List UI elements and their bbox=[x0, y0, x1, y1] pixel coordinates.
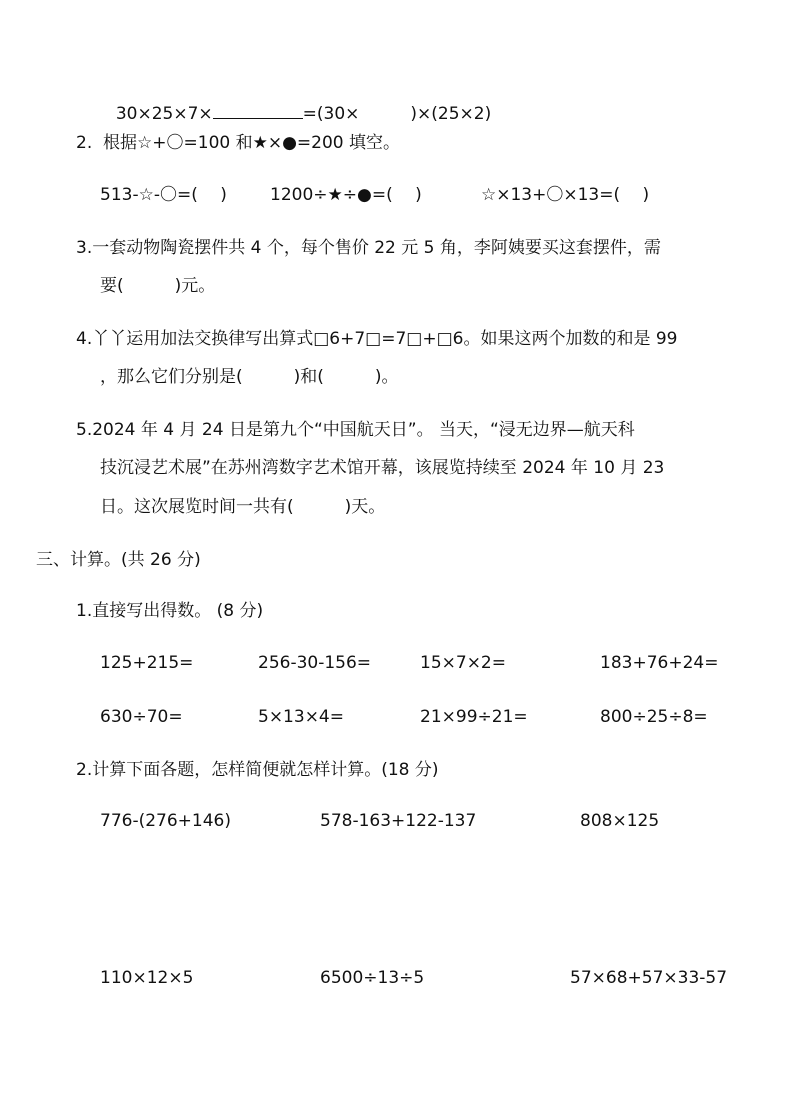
mental-calc-item: 15×7×2= bbox=[420, 653, 506, 673]
q2-subquestion-c: ☆×13+〇×13=( ) bbox=[481, 185, 650, 205]
simplify-item: 110×12×5 bbox=[100, 968, 194, 988]
q2-stem: 2. 根据☆+〇=100 和★×●=200 填空。 bbox=[76, 133, 401, 153]
simplify-item: 57×68+57×33-57 bbox=[570, 968, 728, 988]
part2-title: 2.计算下面各题，怎样简便就怎样计算。(18 分) bbox=[76, 760, 439, 780]
section-title: 三、计算。(共 26 分) bbox=[36, 550, 201, 570]
q5-line3: 日。这次展览时间一共有( )天。 bbox=[100, 497, 386, 517]
q5-line2: 技沉浸艺术展”在苏州湾数字艺术馆开幕，该展览持续至 2024 年 10 月 23 bbox=[100, 458, 665, 478]
q2-subquestion-b: 1200÷★÷●=( ) bbox=[270, 185, 422, 205]
q1-left-expression: 30×25×7× bbox=[115, 104, 213, 124]
mental-calc-item: 256-30-156= bbox=[258, 653, 372, 673]
q3-line2: 要( )元。 bbox=[100, 276, 216, 296]
mental-calc-item: 21×99÷21= bbox=[420, 707, 528, 727]
mental-calc-item: 630÷70= bbox=[100, 707, 183, 727]
simplify-item: 776-(276+146) bbox=[100, 811, 231, 831]
mental-calc-item: 5×13×4= bbox=[258, 707, 344, 727]
q4-line2: ，那么它们分别是( )和( )。 bbox=[100, 367, 399, 387]
q5-line1: 5.2024 年 4 月 24 日是第九个“中国航天日”。 当天，“浸无边界—航天科 bbox=[76, 420, 635, 440]
simplify-item: 578-163+122-137 bbox=[320, 811, 477, 831]
q1-continuation bbox=[105, 78, 491, 126]
mental-calc-item: 125+215= bbox=[100, 653, 194, 673]
part1-title: 1.直接写出得数。 (8 分) bbox=[76, 601, 264, 621]
q2-subquestion-a: 513-☆-〇=( ) bbox=[100, 185, 227, 205]
mental-calc-item: 183+76+24= bbox=[600, 653, 719, 673]
q4-line1: 4.丫丫运用加法交换律写出算式□6+7□=7□+□6。如果这两个加数的和是 99 bbox=[76, 329, 678, 349]
answer-blank[interactable] bbox=[213, 104, 303, 119]
simplify-item: 808×125 bbox=[580, 811, 660, 831]
mental-calc-item: 800÷25÷8= bbox=[600, 707, 708, 727]
q1-right-expression: =(30× )×(25×2) bbox=[302, 104, 492, 124]
simplify-item: 6500÷13÷5 bbox=[320, 968, 425, 988]
q3-line1: 3.一套动物陶瓷摆件共 4 个，每个售价 22 元 5 角，李阿姨要买这套摆件，需 bbox=[76, 238, 661, 258]
